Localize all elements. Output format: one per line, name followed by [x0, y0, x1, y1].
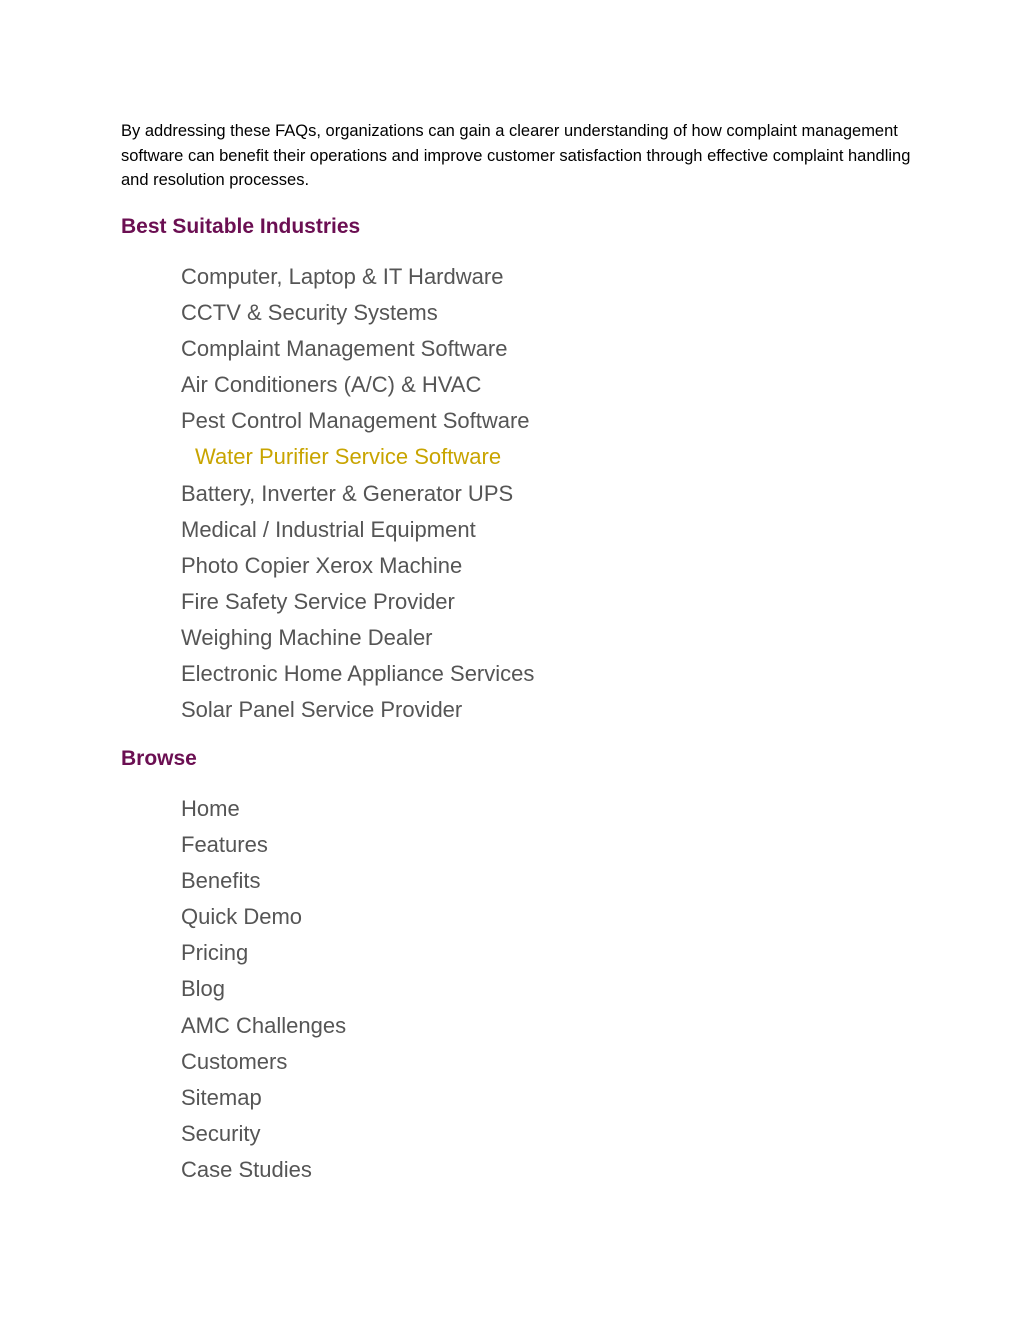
- industry-link[interactable]: Fire Safety Service Provider: [181, 588, 455, 614]
- industry-link[interactable]: Photo Copier Xerox Machine: [181, 552, 463, 578]
- browse-link-sitemap[interactable]: Sitemap: [181, 1084, 262, 1110]
- industry-link-highlighted[interactable]: Water Purifier Service Software: [195, 444, 502, 470]
- browse-link-amc-challenges[interactable]: AMC Challenges: [181, 1012, 347, 1038]
- industry-link[interactable]: Battery, Inverter & Generator UPS: [181, 480, 514, 506]
- browse-link-security[interactable]: Security: [181, 1120, 261, 1146]
- browse-link-case-studies[interactable]: Case Studies: [181, 1156, 312, 1182]
- industry-link[interactable]: Solar Panel Service Provider: [181, 697, 463, 723]
- browse-link-quick-demo[interactable]: Quick Demo: [181, 904, 303, 930]
- industry-link[interactable]: Complaint Management Software: [181, 336, 508, 362]
- industry-link[interactable]: Computer, Laptop & IT Hardware: [181, 264, 504, 289]
- intro-paragraph: By addressing these FAQs, organizations can gain a clearer understanding of how complaint management software can benefit their operations and improve customer satisfaction through effective complaint handling and resolution processes.: [121, 122, 911, 189]
- browse-link-customers[interactable]: Customers: [181, 1048, 288, 1074]
- browse-link-blog[interactable]: Blog: [181, 976, 226, 1002]
- browse-link-home[interactable]: Home: [181, 796, 240, 821]
- industry-link[interactable]: CCTV & Security Systems: [181, 300, 438, 326]
- industries-list: [181, 261, 534, 730]
- industries-heading: Best Suitable Industries: [121, 215, 361, 238]
- industry-link[interactable]: Air Conditioners (A/C) & HVAC: [181, 372, 482, 398]
- industry-link[interactable]: Pest Control Management Software: [181, 408, 530, 434]
- browse-list: [181, 793, 346, 1190]
- browse-link-benefits[interactable]: Benefits: [181, 868, 261, 894]
- browse-link-features[interactable]: Features: [181, 832, 268, 858]
- browse-heading: Browse: [121, 747, 197, 770]
- industry-link[interactable]: Medical / Industrial Equipment: [181, 516, 476, 542]
- industry-link[interactable]: Electronic Home Appliance Services: [181, 661, 535, 687]
- industry-link[interactable]: Weighing Machine Dealer: [181, 624, 433, 650]
- browse-link-pricing[interactable]: Pricing: [181, 940, 249, 966]
